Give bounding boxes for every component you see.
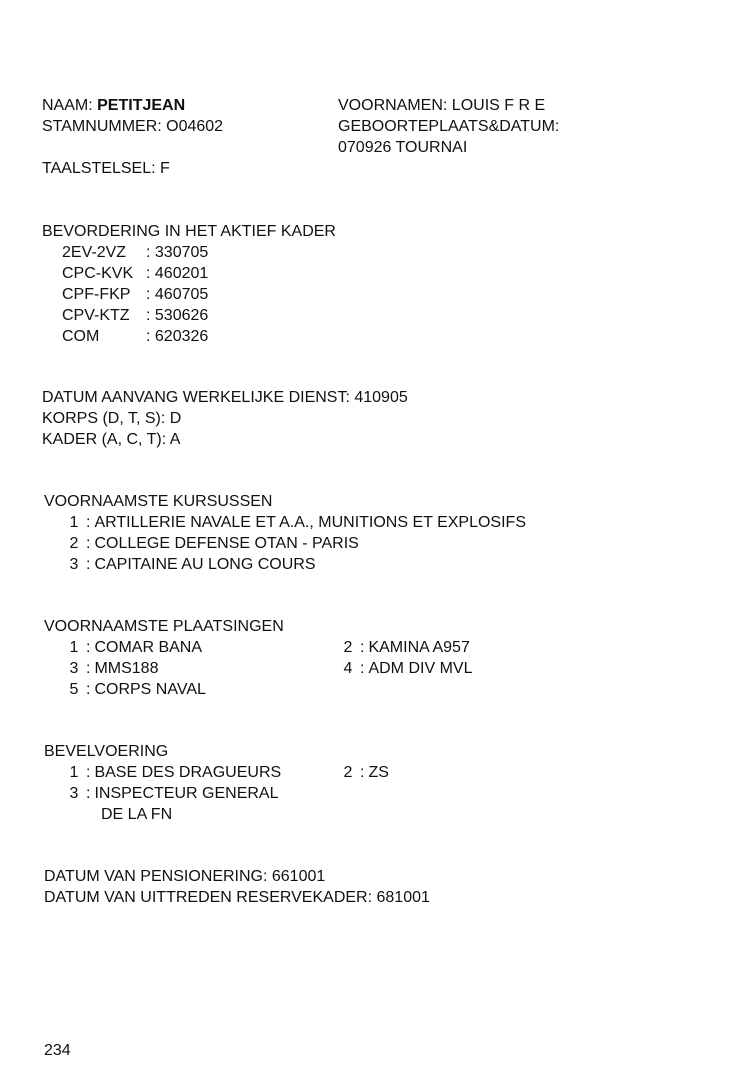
item-text-continuation: DE LA FN	[101, 806, 173, 823]
list-item: 2 : COLLEGE DEFENSE OTAN - PARIS	[62, 533, 359, 554]
item-number: 4	[343, 660, 353, 677]
korps: KORPS (D, T, S): D	[42, 410, 182, 427]
list-item: 1 : ARTILLERIE NAVALE ET A.A., MUNITIONS ET EXPLOSIFS	[62, 512, 526, 533]
list-item: 1 : COMAR BANA	[62, 637, 202, 658]
item-text: COMAR BANA	[94, 639, 203, 656]
item-text: ARTILLERIE NAVALE ET A.A., MUNITIONS ET EXPLOSIFS	[94, 514, 526, 531]
promotion-grade: CPV-KTZ	[62, 307, 130, 324]
promotion-grade: CPC-KVK	[62, 265, 134, 282]
kursussen-heading: VOORNAAMSTE KURSUSSEN	[44, 493, 273, 510]
bevelvoering-heading: BEVELVOERING	[44, 743, 169, 760]
promotion-date: : 330705	[146, 244, 209, 261]
aanvang-dienst: DATUM AANVANG WERKELIJKE DIENST: 410905	[42, 389, 408, 406]
item-number: 2	[69, 535, 79, 552]
item-number: 2	[343, 639, 353, 656]
promotion-date: : 460705	[146, 286, 209, 303]
voornamen: VOORNAMEN: LOUIS F R E	[338, 97, 546, 114]
list-item: 3 : CAPITAINE AU LONG COURS	[62, 554, 316, 575]
item-text: KAMINA A957	[368, 639, 470, 656]
promotion-row	[62, 242, 208, 263]
list-item: 3 : INSPECTEUR GENERAL	[62, 783, 279, 804]
item-text: BASE DES DRAGUEURS	[94, 764, 282, 781]
promotion-row	[62, 326, 208, 347]
promotion-row	[62, 305, 208, 326]
naam-value: PETITJEAN	[97, 97, 186, 114]
item-number: 2	[343, 764, 353, 781]
geboorte-label: GEBOORTEPLAATS&DATUM:	[338, 118, 560, 135]
promotion-date: : 620326	[146, 328, 209, 345]
list-item: 4 : ADM DIV MVL	[336, 658, 472, 679]
item-text: CORPS NAVAL	[94, 681, 206, 698]
geboorte-value: 070926 TOURNAI	[338, 139, 468, 156]
item-number: 3	[69, 556, 79, 573]
item-text: ADM DIV MVL	[368, 660, 473, 677]
page-number: 234	[44, 1042, 71, 1059]
naam-label: NAAM:	[42, 97, 93, 114]
item-text: INSPECTEUR GENERAL	[94, 785, 279, 802]
promotion-date: : 460201	[146, 265, 209, 282]
uittreden-reservekader: DATUM VAN UITTREDEN RESERVEKADER: 681001	[44, 889, 430, 906]
item-number: 1	[69, 514, 79, 531]
item-text: MMS188	[94, 660, 159, 677]
item-number: 3	[69, 785, 79, 802]
pensionering: DATUM VAN PENSIONERING: 661001	[44, 868, 326, 885]
promotion-grade: CPF-FKP	[62, 286, 131, 303]
item-text: CAPITAINE AU LONG COURS	[94, 556, 316, 573]
bevordering-heading: BEVORDERING IN HET AKTIEF KADER	[42, 223, 336, 240]
promotion-row	[62, 284, 208, 305]
plaatsingen-heading: VOORNAAMSTE PLAATSINGEN	[44, 618, 284, 635]
item-number: 1	[69, 764, 79, 781]
promotion-grade: COM	[62, 328, 100, 345]
item-number: 5	[69, 681, 79, 698]
list-item: 3 : MMS188	[62, 658, 158, 679]
list-item: 1 : BASE DES DRAGUEURS	[62, 762, 281, 783]
promotion-date: : 530626	[146, 307, 209, 324]
list-item: 2 : ZS	[336, 762, 389, 783]
list-item: 2 : KAMINA A957	[336, 637, 470, 658]
stamnummer: STAMNUMMER: O04602	[42, 118, 224, 135]
item-text: COLLEGE DEFENSE OTAN - PARIS	[94, 535, 359, 552]
promotion-row	[62, 263, 208, 284]
item-number: 1	[69, 639, 79, 656]
item-text: ZS	[368, 764, 389, 781]
taalstelsel: TAALSTELSEL: F	[42, 160, 170, 177]
promotion-grade: 2EV-2VZ	[62, 244, 127, 261]
item-number: 3	[69, 660, 79, 677]
list-item: 5 : CORPS NAVAL	[62, 679, 206, 700]
kader: KADER (A, C, T): A	[42, 431, 181, 448]
naam-line	[42, 95, 185, 116]
